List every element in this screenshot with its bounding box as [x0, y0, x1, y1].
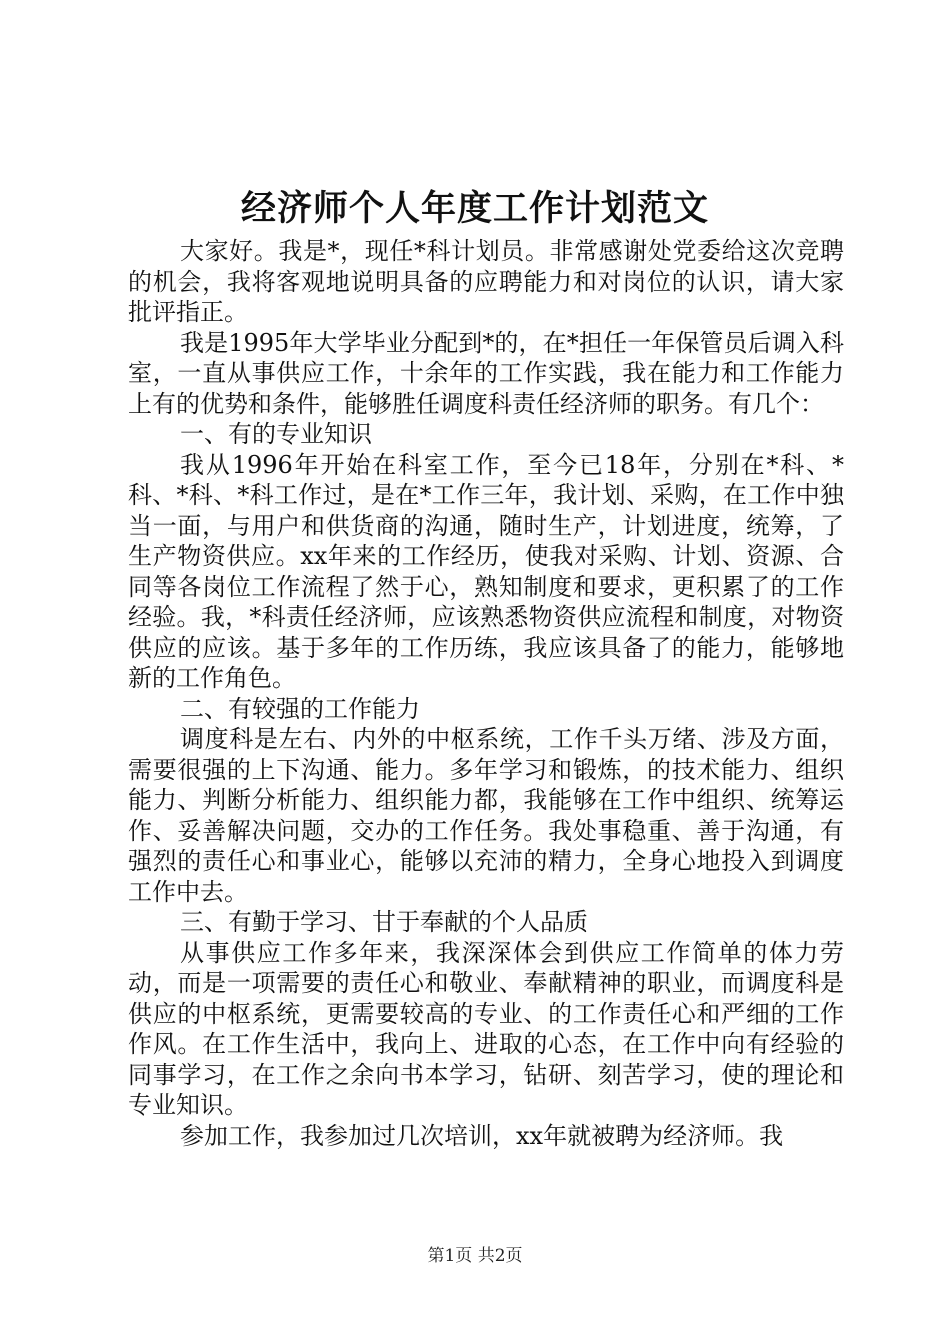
paragraph: 参加工作，我参加过几次培训，xx年就被聘为经济师。我 [180, 1121, 784, 1150]
section-heading: 二、有较强的工作能力 [180, 694, 420, 723]
page-number-footer: 第1页 共2页 [427, 1246, 523, 1266]
paragraph: 调度科是左右、内外的中枢系统，工作千头万绪、涉及方面，需要很强的上下沟通、能力。多年学习和锻炼，的技术能力、组织能力、判断分析能力、组织能力都，我能够在工作中组织、统筹运作、妥善解决问题，交办的工作任务。我处事稳重、善于沟通，有强烈的责任心和事业心，能够以充沛的精力，全身心地投入到调度工作中去。 [128, 725, 844, 906]
paragraph: 大家好。我是*，现任*科计划员。非常感谢处党委给这次竞聘的机会，我将客观地说明具备的应聘能力和对岗位的认识，请大家批评指正。 [128, 237, 844, 326]
document-title: 经济师个人年度工作计划范文 [240, 188, 709, 229]
paragraph: 我是1995年大学毕业分配到*的，在*担任一年保管员后调入科室，一直从事供应工作，十余年的工作实践，我在能力和工作能力上有的优势和条件，能够胜任调度科责任经济师的职务。有几个： [128, 328, 844, 418]
paragraph: 从事供应工作多年来，我深深体会到供应工作简单的体力劳动，而是一项需要的责任心和敬业、奉献精神的职业，而调度科是供应的中枢系统，更需要较高的专业、的工作责任心和严细的工作作风。在工作生活中，我向上、进取的心态，在工作中向有经验的同事学习，在工作之余向书本学习，钻研、刻苦学习，使的理论和专业知识。 [128, 938, 844, 1119]
document-body [128, 236, 844, 1151]
section-heading: 一、有的专业知识 [180, 420, 372, 448]
section-heading: 三、有勤于学习、甘于奉献的个人品质 [180, 908, 588, 936]
paragraph: 我从1996年开始在科室工作，至今已18年，分别在*科、*科、*科、*科工作过，是在*工作三年，我计划、采购，在工作中独当一面，与用户和供货商的沟通，随时生产，计划进度，统筹，了生产物资供应。xx年来的工作经历，使我对采购、计划、资源、合同等各岗位工作流程了然于心，熟知制度和要求，更积累了的工作经验。我，*科责任经济师，应该熟悉物资供应流程和制度，对物资供应的应该。基于多年的工作历练，我应该具备了的能力，能够地新的工作角色。 [128, 450, 844, 692]
